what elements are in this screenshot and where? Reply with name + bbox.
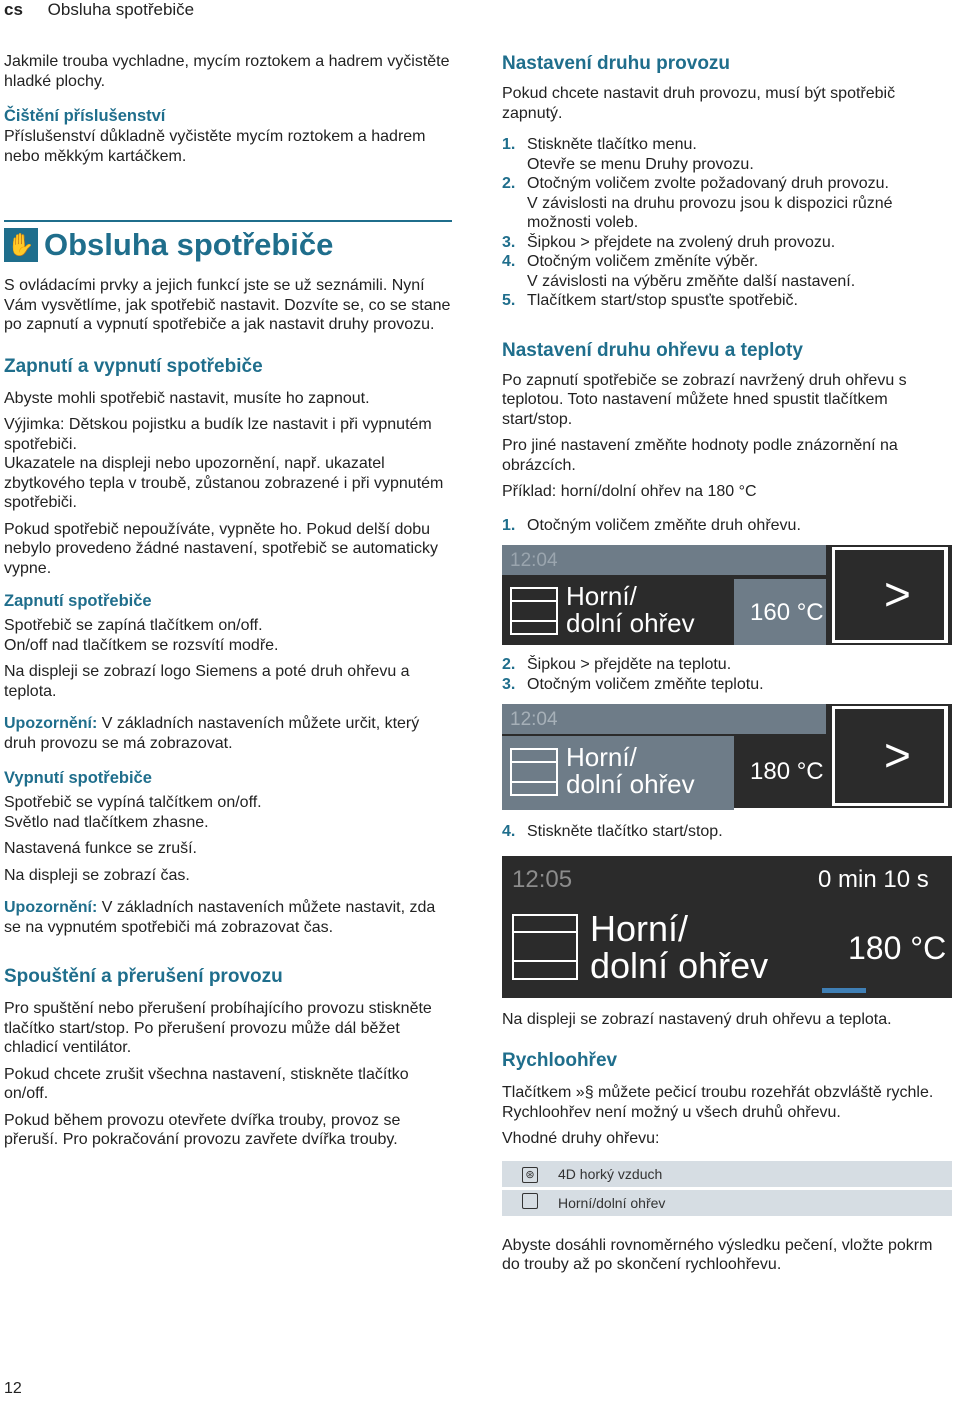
mode-label: Horní/dolní ohřev: [558, 1188, 952, 1216]
heading-mode: Nastavení druhu provozu: [502, 53, 731, 74]
paragraph: Příslušenství důkladně vyčistěte mycím roztokem a hadrem nebo měkkým kartáčkem.: [4, 128, 426, 165]
note-label: Upozornění:: [4, 899, 98, 916]
table-row: [502, 1188, 952, 1216]
display-temperature: 180 °C: [848, 929, 947, 966]
paragraph: Výjimka: Dětskou pojistku a budík lze nastavit i při vypnutém spotřebiči.: [4, 416, 432, 453]
paragraph: Na displeji se zobrazí čas.: [4, 866, 190, 884]
top-bottom-heat-icon: [512, 914, 578, 980]
paragraph: Pokud chcete zrušit všechna nastavení, stiskněte tlačítko on/off.: [4, 1065, 409, 1102]
display-time: 12:04: [510, 550, 558, 571]
table-row: [502, 1161, 952, 1189]
step-item: 2. Otočným voličem zvolte požadovaný druh provozu. V závislosti na druhu provozu jsou k dispozici různé možnosti voleb.: [502, 175, 893, 231]
paragraph: On/off nad tlačítkem se rozsvítí modře.: [4, 636, 279, 654]
oven-display-1: [502, 545, 952, 645]
heading-switch-on: Zapnutí spotřebiče: [4, 592, 152, 610]
step-item: 1. Stiskněte tlačítko menu. Otevře se menu Druhy provozu.: [502, 136, 754, 173]
heading-rapid: Rychloohřev: [502, 1050, 618, 1071]
step-item: 2. Šipkou > přejděte na teplotu.: [502, 656, 732, 673]
display-temperature: 160 °C: [750, 599, 824, 626]
paragraph: Nastavená funkce se zruší.: [4, 840, 197, 857]
heading-heat: Nastavení druhu ohřevu a teploty: [502, 339, 803, 361]
chapter-title: Obsluha spotřebiče: [44, 227, 334, 262]
page-number: 12: [4, 1380, 22, 1397]
display-mode: Horní/ dolní ohřev: [566, 742, 695, 800]
note-text: V základních nastaveních můžete nastavit, zda se na vypnutém spotřebiči má zobrazovat čas.: [4, 899, 436, 936]
top-bottom-heat-icon: [510, 587, 558, 635]
paragraph: Rychloohřev není možný u všech druhů ohřevu.: [502, 1103, 841, 1121]
note-2: [4, 898, 454, 937]
section-title: Obsluha spotřebiče: [47, 0, 195, 19]
paragraph: Pokud spotřebič nepoužíváte, vypněte ho. Pokud delší dobu nebylo provedeno žádné nastavení, spotřebič se automaticky vypne.: [4, 520, 439, 577]
paragraph: Spotřebič se vypíná talčítkem on/off.: [4, 794, 262, 811]
top-bottom-heat-icon: [522, 1193, 538, 1209]
paragraph: Pokud chcete nastavit druh provozu, musí být spotřebič zapnutý.: [502, 85, 896, 122]
paragraph: Pokud během provozu otevřete dvířka trouby, provoz se přeruší. Pro pokračování provozu zavřete dvířka trouby.: [4, 1111, 401, 1148]
step-item: 3. Otočným voličem změňte teplotu.: [502, 675, 764, 693]
page-header: [4, 0, 194, 20]
display-mode: Horní/ dolní ohřev: [590, 907, 769, 987]
paragraph: Příklad: horní/dolní ohřev na 180 °C: [502, 483, 757, 500]
display-duration: 0 min 10 s: [818, 865, 929, 893]
paragraph: Abyste dosáhli rovnoměrného výsledku pečení, vložte pokrm do trouby až po skončení rychloohřevu.: [502, 1236, 933, 1273]
mode-label: 4D horký vzduch: [558, 1161, 952, 1189]
progress-indicator: [822, 988, 866, 993]
steps-mode: [502, 135, 952, 311]
display-mode: Horní/ dolní ohřev: [566, 581, 695, 639]
chevron-right-icon: >: [884, 568, 911, 620]
display-time: 12:05: [512, 865, 573, 893]
paragraph: S ovládacími prvky a jejich funkcí jste se už seznámili. Nyní Vám vysvětlíme, jak spotřebič nastavit. Dozvíte se, co se stane po zapnutí a vypnutí spotřebiče a jak nastavit druhy provozu.: [4, 277, 451, 333]
paragraph: Na displeji se zobrazí nastavený druh ohřevu a teplota.: [502, 1010, 892, 1028]
paragraph: Po zapnutí spotřebiče se zobrazí navržený druh ohřevu s teplotou. Toto nastavení můžete hned spustit tlačítkem start/stop.: [502, 371, 907, 428]
display-time: 12:04: [510, 709, 558, 730]
paragraph: Tlačítkem »§ můžete pečicí troubu rozehřát obzvláště rychle.: [502, 1084, 934, 1101]
paragraph: Spotřebič se zapíná tlačítkem on/off.: [4, 617, 263, 634]
paragraph: Světlo nad tlačítkem zhasne.: [4, 813, 209, 831]
note-text: V základních nastaveních můžete určit, který druh provozu se má zobrazovat.: [4, 715, 420, 752]
paragraph: Ukazatele na displeji nebo upozornění, např. ukazatel zbytkového tepla v troubě, zůstanou zobrazené i při vypnutém spotřebiči.: [4, 455, 444, 511]
heading-start: Spouštění a přerušení provozu: [4, 966, 283, 987]
left-column: [4, 52, 454, 1150]
paragraph: Vhodné druhy ohřevu:: [502, 1130, 660, 1147]
step-h23-list: [502, 655, 952, 694]
hand-operation-icon: ✋: [4, 228, 38, 262]
paragraph: Abyste mohli spotřebič nastavit, musíte ho zapnout.: [4, 389, 370, 407]
heading-onoff: Zapnutí a vypnutí spotřebiče: [4, 355, 263, 377]
oven-display-2: [502, 704, 952, 808]
paragraph: Jakmile trouba vychladne, mycím roztokem a hadrem vyčistěte hladké plochy.: [4, 53, 450, 90]
oven-display-3: [502, 856, 952, 998]
note-label: Upozornění:: [4, 715, 98, 732]
step-item: 4. Stiskněte tlačítko start/stop.: [502, 823, 723, 840]
step-h4-list: [502, 822, 952, 842]
step-item: 5. Tlačítkem start/stop spusťte spotřebič.: [502, 292, 798, 309]
step-item: 3. Šipkou > přejdete na zvolený druh provozu.: [502, 233, 836, 251]
step-item: 4. Otočným voličem změníte výběr. V závislosti na výběru změňte další nastavení.: [502, 253, 856, 290]
note-1: [4, 714, 454, 753]
step-h1-list: [502, 516, 952, 536]
heading-accessories: Čištění příslušenství: [4, 107, 166, 125]
step-item: 1. Otočným voličem změňte druh ohřevu.: [502, 516, 801, 534]
chapter-heading: [4, 220, 452, 264]
chevron-right-icon: >: [884, 729, 911, 781]
fan-heat-icon: ⊛: [522, 1167, 538, 1183]
top-bottom-heat-icon: [510, 748, 558, 796]
display-temperature: 180 °C: [750, 758, 824, 785]
paragraph: Pro spuštění nebo přerušení probíhajícího provozu stiskněte tlačítko start/stop. Po přerušení provozu může dál běžet chladicí ventilátor.: [4, 1000, 432, 1056]
language-code: cs: [4, 0, 23, 19]
paragraph: Pro jiné nastavení změňte hodnoty podle znázornění na obrázcích.: [502, 437, 898, 474]
heating-modes-table: [502, 1161, 952, 1216]
paragraph: Na displeji se zobrazí logo Siemens a poté druh ohřevu a teplota.: [4, 663, 410, 700]
right-column: [502, 52, 952, 1275]
heading-switch-off: Vypnutí spotřebiče: [4, 769, 152, 787]
